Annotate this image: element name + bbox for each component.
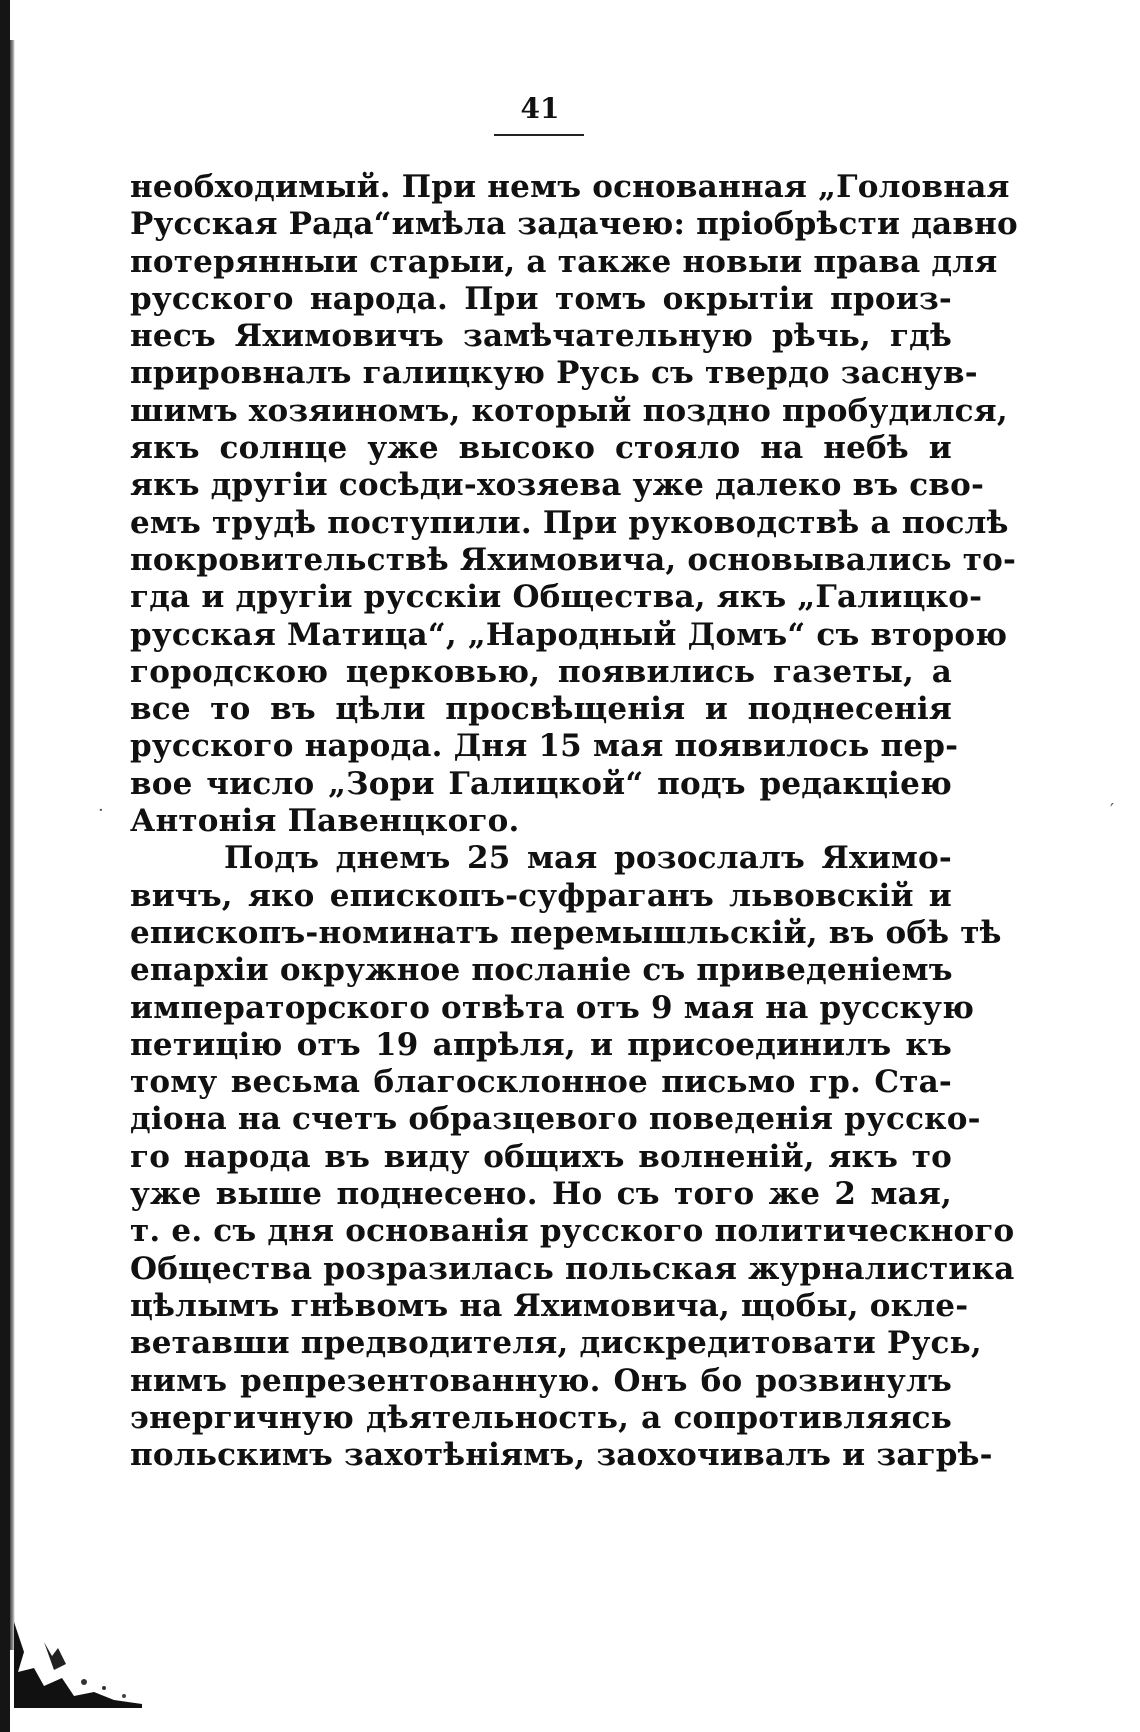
text-line: уже выше поднесено. Но съ того же 2 мая,	[130, 1176, 952, 1213]
text-line: Подъ днемъ 25 мая розослалъ Яхимо-	[224, 840, 952, 877]
text-line: Русская Рада“имѣла задачею: пріобрѣсти давно	[130, 206, 1018, 243]
text-line: ветавши предводителя, дискредитовати Русь,	[130, 1325, 982, 1362]
text-line: русского народа. Дня 15 мая появилось пер-	[130, 728, 959, 765]
text-line: русского народа. При томъ окрытіи произ-	[130, 280, 952, 317]
text-line: шимъ хозяиномъ, который поздно пробудился,	[130, 392, 1008, 429]
text-line: тому весьма благосклонное письмо гр. Ста-	[130, 1064, 952, 1101]
text-line: несъ Яхимовичъ замѣчательную рѣчь, гдѣ	[130, 318, 952, 355]
text-line: императорского отвѣта отъ 9 мая на русскую	[130, 989, 975, 1026]
text-line: русская Матица“, „Народный Домъ“ съ второю	[130, 616, 1008, 653]
text-line: потерянныи старыи, а также новыи права для	[130, 243, 998, 280]
book-binding-edge	[0, 0, 10, 1732]
text-line: го народа въ виду общихъ волненій, якъ то	[130, 1138, 952, 1175]
corner-ink-smudge	[14, 1612, 144, 1708]
text-line: Общества розразилась польская журналистика	[130, 1250, 1015, 1287]
text-line: Антонія Павенцкого.	[130, 803, 520, 840]
stray-ink-tick: ′	[1110, 800, 1115, 821]
text-line: цѣлымъ гнѣвомъ на Яхимовича, щобы, окле-	[130, 1287, 969, 1324]
paragraph-2	[130, 840, 1015, 1474]
text-line: якъ солнце уже высоко стояло на небѣ и	[130, 430, 952, 467]
text-line: епархіи окружное посланіе съ приведеніемъ	[130, 952, 953, 989]
text-line: нимъ репрезентованную. Онъ бо розвинулъ	[130, 1362, 952, 1399]
stray-ink-dot: ·	[98, 800, 104, 821]
text-line: гда и другіи русскіи Общества, якъ „Галицко-	[130, 579, 983, 616]
text-line: епископъ-номинатъ перемышльскій, въ обѣ тѣ	[130, 914, 1002, 951]
text-line: энергичную дѣятельность, а сопротивляясь	[130, 1399, 952, 1436]
page-number: 41	[520, 92, 560, 125]
text-line: вичъ, яко епископъ-суфраганъ львовскій и	[130, 877, 952, 914]
text-line: все то въ цѣли просвѣщенія и поднесенія	[130, 691, 952, 728]
text-line: т. е. съ дня основанія русского политическного	[130, 1213, 1015, 1250]
text-line: польскимъ захотѣніямъ, заохочивалъ и загрѣ-	[130, 1437, 993, 1474]
text-line: городскою церковью, появились газеты, а	[130, 653, 952, 690]
body-text	[130, 169, 1018, 1474]
text-line: діона на счетъ образцевого поведенія русско-	[130, 1101, 981, 1138]
page-number-rule	[494, 134, 584, 136]
text-line: якъ другіи сосѣди-хозяева уже далеко въ сво-	[130, 467, 985, 504]
page-shadow	[10, 40, 15, 1650]
text-line: емъ трудѣ поступили. При руководствѣ а послѣ	[130, 504, 1009, 541]
text-line: петицію отъ 19 апрѣля, и присоединилъ къ	[130, 1026, 952, 1063]
text-line: покровительствѣ Яхимовича, основывались то-	[130, 541, 1017, 578]
text-line: прировналъ галицкую Русь съ твердо заснув-	[130, 355, 978, 392]
text-line: вое число „Зори Галицкой“ подъ редакціею	[130, 765, 952, 802]
paragraph-1	[130, 169, 1018, 840]
text-line: необходимый. При немъ основанная „Головная	[130, 169, 1010, 205]
